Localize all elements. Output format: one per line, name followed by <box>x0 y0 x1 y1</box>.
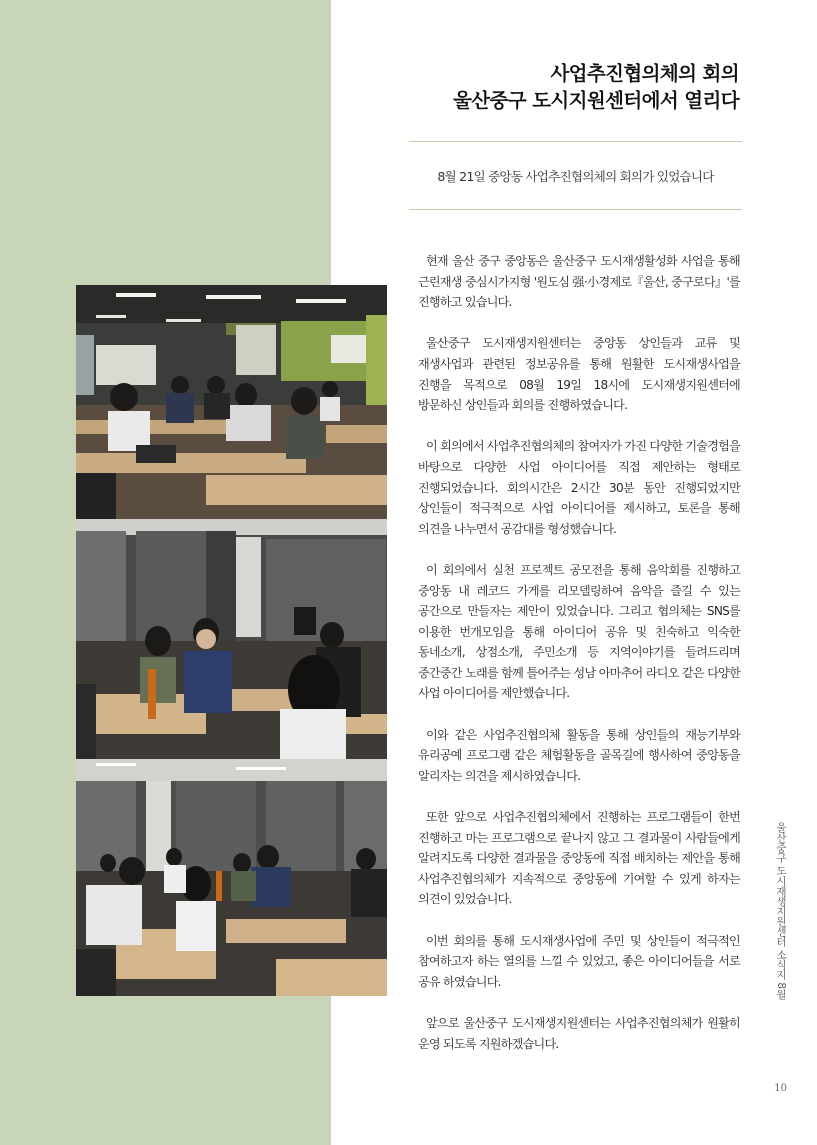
article-subtitle: 8월 21일 중앙동 사업추진협의체의 회의가 있었습니다 <box>437 169 714 184</box>
body-paragraph: 이 회의에서 사업추진협의체의 참여자가 가진 다양한 기술경험을 바탕으로 다양한 사업 아이디어를 직접 제안하는 형태로 진행되었습니다. 회의시간은 2시간 30분 동안 진행되었지만 상인들이 적극적으로 사업 아이디어를 제시하고, 토론을 통해 의견을 나누면서 공감대를 형성했습니다. <box>418 439 740 536</box>
body-paragraph: 또한 앞으로 사업추진협의체에서 진행하는 프로그램들이 한번 진행하고 마는 프로그램으로 끝나지 않고 그 결과물이 사람들에게 알려지도록 다양한 결과물을 중앙동에 직접 배치하는 제안을 통해 사업추진협의체가 지속적으로 중앙동에 기여할 수 있게 하자는 의견이 있었습니다. <box>418 810 740 907</box>
newsletter-side-caption: 울산중구 도시재생지원센터 소식지 8월 <box>775 822 787 999</box>
article-title-line-2: 울산중구 도시지원센터에서 열리다 <box>453 89 739 112</box>
meeting-photo-1 <box>76 285 387 519</box>
article-title <box>379 60 739 114</box>
body-paragraph: 앞으로 울산중구 도시재생지원센터는 사업추진협의체가 원활히 운영 되도록 지원하겠습니다. <box>418 1015 740 1051</box>
title-divider-top <box>409 141 742 142</box>
body-paragraph: 이번 회의를 통해 도시재생사업에 주민 및 상인들이 적극적인 참여하고자 하는 열의를 느낄 수 있었고, 좋은 아이디어들을 서로 공유 하였습니다. <box>418 933 740 989</box>
article-body <box>418 251 740 1075</box>
article-title-line-1: 사업추진협의체의 회의 <box>550 62 739 85</box>
meeting-photo-2 <box>76 519 387 759</box>
body-paragraph: 이 회의에서 실천 프로젝트 공모전을 통해 음악회를 진행하고 중앙동 내 레코드 가게를 리모델링하여 음악을 즐길 수 있는 공간으로 만들자는 제안이 있었습니다. 그리고 협의체는 SNS를 이용한 번개모임을 통해 아이디어 공유 및 친숙하고 익숙한 동네소개, 상점소개, 주민소개 등 지역이야기를 들려드리며 중간중간 노래를 함께 틀어주는 성남 아마추어 라디오 같은 다양한 사업 아이디어를 제안했습니다. <box>418 562 740 701</box>
body-paragraph: 울산중구 도시재생지원센터는 중앙동 상인들과 교류 및 재생사업과 관련된 정보공유를 통해 원활한 도시재생사업을 진행을 목적으로 08월 19일 18시에 도시재생지원센터에 방문하신 상인들과 회의를 진행하였습니다. <box>418 336 740 413</box>
meeting-photo-3 <box>76 759 387 996</box>
page-number: 10 <box>774 1083 787 1094</box>
body-paragraph: 현재 울산 중구 중앙동은 울산중구 도시재생활성화 사업을 통해 근린재생 중심시가지형 '원도심 强·小경제로『울산, 중구로다』'를 진행하고 있습니다. <box>418 254 740 310</box>
title-divider-bottom <box>409 209 742 210</box>
body-paragraph: 이와 같은 사업추진협의체 활동을 통해 상인들의 재능기부와 유리공예 프로그램 같은 체험활동을 골목길에 행사하여 중앙동을 알리자는 의견을 제시하였습니다. <box>418 727 740 783</box>
